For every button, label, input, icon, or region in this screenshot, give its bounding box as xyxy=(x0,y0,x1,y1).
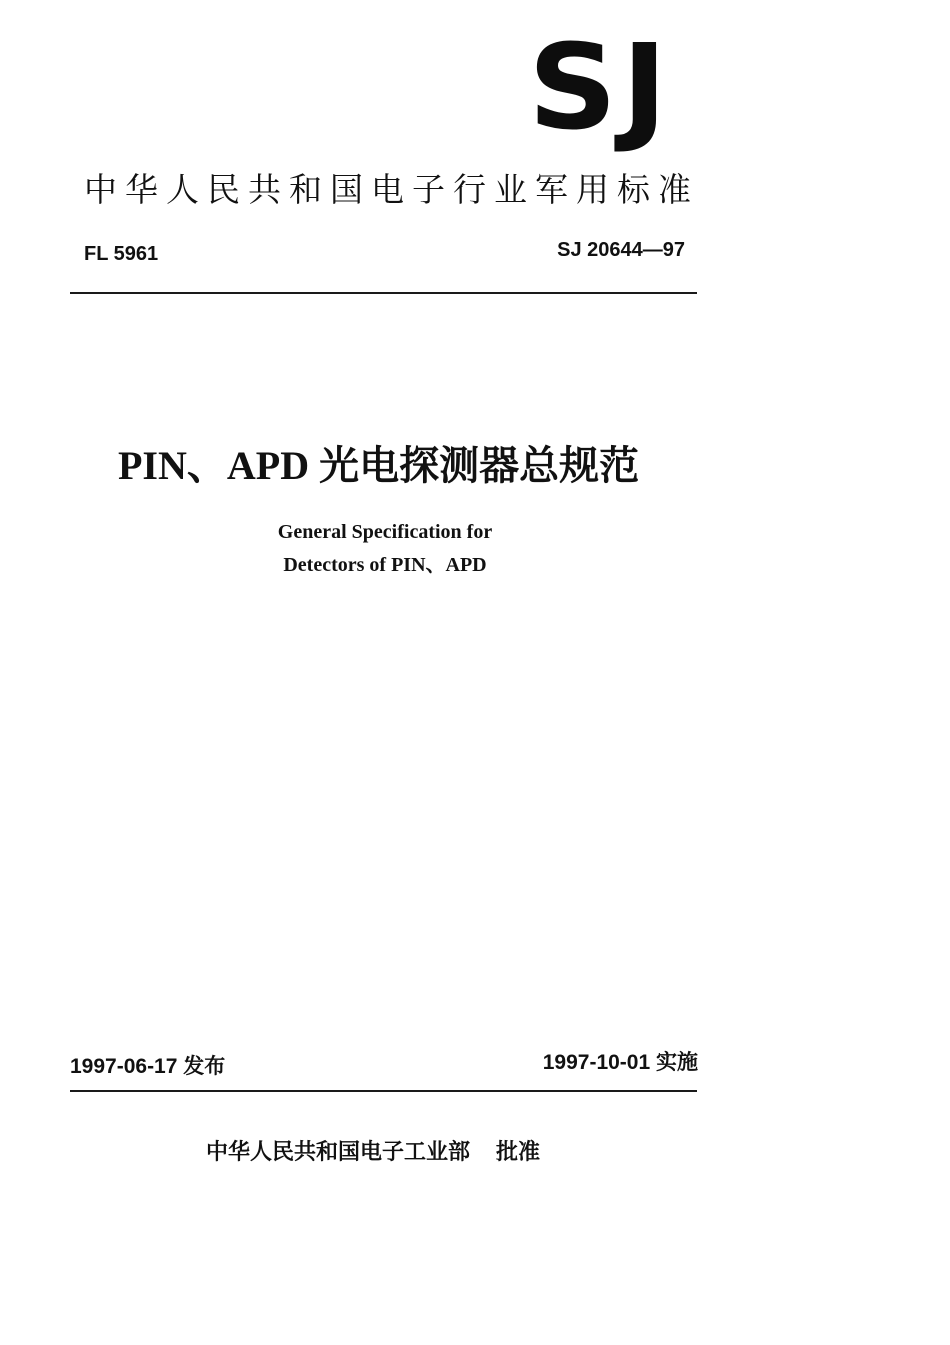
english-title-line-2: Detectors of PIN、APD xyxy=(283,554,487,576)
standard-category-title: 中华人民共和国电子行业军用标准 xyxy=(84,170,699,209)
document-title-english xyxy=(240,516,530,582)
sj-standard-number: SJ 20644—97 xyxy=(557,239,685,261)
approval-line xyxy=(206,1136,540,1170)
english-title-line-1: General Specification for xyxy=(277,521,493,543)
issue-date: 1997-06-17 发布 xyxy=(70,1055,226,1078)
document-title-chinese: PIN、APD 光电探测器总规范 xyxy=(118,443,640,488)
approving-ministry: 中华人民共和国电子工业部 xyxy=(206,1140,471,1165)
approved-label: 批准 xyxy=(496,1140,541,1165)
sj-logo: SJ xyxy=(528,18,672,156)
fl-classification-code: FL 5961 xyxy=(84,243,159,265)
header-divider xyxy=(70,292,697,294)
effective-date: 1997-10-01 实施 xyxy=(542,1051,698,1074)
footer-divider xyxy=(70,1090,697,1092)
